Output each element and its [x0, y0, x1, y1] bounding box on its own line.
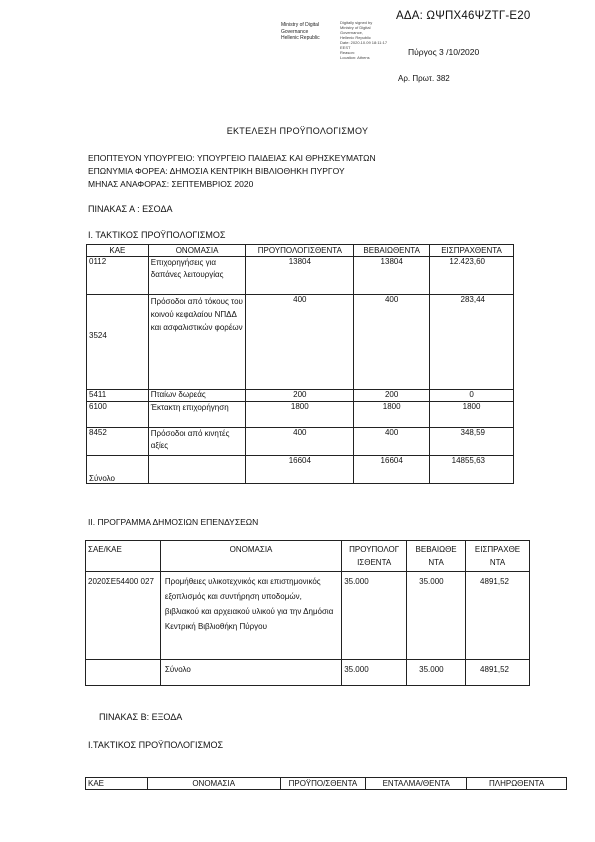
total-label-cell: Σύνολο [87, 456, 149, 484]
total-collected-cell: 14855,63 [430, 456, 514, 484]
signature-detail-line: Hellenic Republic [340, 35, 371, 40]
supervising-ministry: ΕΠΟΠΤΕΥΟΝ ΥΠΟΥΡΓΕΙΟ: ΥΠΟΥΡΓΕΙΟ ΠΑΙΔΕΙΑΣ ΚΑΙ ΘΡΗΣΚΕΥΜΑΤΩΝ [88, 153, 376, 163]
certified-cell: 1800 [354, 402, 430, 428]
total-budgeted-cell: 35.000 [342, 660, 407, 686]
section-1-title: Ι. ΤΑΚΤΙΚΟΣ ΠΡΟΫΠΟΛΟΓΙΣΜΟΣ [88, 230, 226, 240]
table-a-title: ΠΙΝΑΚΑΣ Α : ΕΣΟΔΑ [88, 204, 173, 214]
column-header: ΟΝΟΜΑΣΙΑ [160, 541, 341, 572]
signature-detail-line: Governance, [340, 30, 363, 35]
table-header-row [86, 778, 567, 790]
certified-cell: 13804 [354, 257, 430, 295]
digital-signature-org [281, 22, 341, 42]
column-header: ΟΝΟΜΑΣΙΑ [148, 245, 246, 257]
table-total-row [87, 456, 514, 484]
table-row [87, 295, 514, 390]
certified-cell: 400 [354, 295, 430, 390]
name-cell: Προμήθειες υλικοτεχνικός και επιστημονικός εξοπλισμός και συντήρηση υποδομών, βιβλιακού και αρχειακού υλικού για την Δημόσια Κεντρική Βιβλιοθήκη Πύργου [160, 572, 341, 660]
reference-month: ΜΗΝΑΣ ΑΝΑΦΟΡΑΣ: ΣΕΠΤΕΜΒΡΙΟΣ 2020 [88, 179, 254, 189]
certified-cell: 200 [354, 390, 430, 402]
kae-cell: 8452 [87, 428, 149, 456]
digital-signature-details [340, 20, 412, 60]
column-header: ΒΕΒΑΙΩΘΕ ΝΤΑ [407, 541, 466, 572]
document-title: ΕΚΤΕΛΕΣΗ ΠΡΟΫΠΟΛΟΓΙΣΜΟΥ [226, 126, 369, 136]
total-certified-cell: 16604 [354, 456, 430, 484]
signature-org-line: Ministry of Digital [281, 22, 320, 28]
column-header: ΚΑΕ [87, 245, 149, 257]
certified-cell: 35.000 [407, 572, 466, 660]
column-header: ΕΙΣΠΡΑΧΘΕ ΝΤΑ [466, 541, 530, 572]
column-header: ΠΡΟΥΠΟΛΟΓΙΣΘΕΝΤΑ [246, 245, 354, 257]
collected-cell: 348,59 [430, 428, 514, 456]
investment-table [85, 540, 530, 686]
section-2-title: ΙΙ. ΠΡΟΓΡΑΜΜΑ ΔΗΜΟΣΙΩΝ ΕΠΕΝΔΥΣΕΩΝ [88, 517, 259, 527]
column-header: ΠΡΟΫΠΟ/ΣΘΕΝΤΑ [280, 778, 366, 790]
total-label-cell: Σύνολο [160, 660, 341, 686]
signature-detail-line: Digitally signed by [340, 20, 373, 25]
code-cell: 2020ΣΕ54400 027 [86, 572, 161, 660]
table-b-title: ΠΙΝΑΚΑΣ Β: ΕΞΟΔΑ [99, 712, 183, 722]
empty-cell [148, 456, 246, 484]
kae-cell: 0112 [87, 257, 149, 295]
column-header: ΚΑΕ [86, 778, 148, 790]
signature-detail-line: Ministry of Digital [340, 25, 371, 30]
signature-detail-line: Reason: [340, 50, 355, 55]
collected-cell: 0 [430, 390, 514, 402]
column-header: ΒΕΒΑΙΩΘΕΝΤΑ [354, 245, 430, 257]
kae-cell: 6100 [87, 402, 149, 428]
table-row [87, 402, 514, 428]
budgeted-cell: 13804 [246, 257, 354, 295]
name-cell: Πρόσοδοι από κινητές αξίες [148, 428, 246, 456]
kae-cell [87, 295, 149, 390]
column-header: ΠΡΟΥΠΟΛΟΓ ΙΣΘΕΝΤΑ [342, 541, 407, 572]
budgeted-cell: 35.000 [342, 572, 407, 660]
ada-code: ΑΔΑ: ΩΨΠΧ46ΨΖΤΓ-Ε20 [396, 10, 531, 22]
table-row [86, 572, 530, 660]
budgeted-cell: 400 [246, 428, 354, 456]
name-cell: Επιχορηγήσεις για δαπάνες λειτουργίας [148, 257, 246, 295]
budgeted-cell: 400 [246, 295, 354, 390]
name-cell: Πταίων δωρεάς [148, 390, 246, 402]
place-date: Πύργος 3 /10/2020 [408, 47, 480, 57]
total-certified-cell: 35.000 [407, 660, 466, 686]
expense-table [85, 777, 567, 790]
name-cell: Έκτακτη επιχορήγηση [148, 402, 246, 428]
budgeted-cell: 1800 [246, 402, 354, 428]
column-header: ΠΛΗΡΩΘΕΝΤΑ [467, 778, 567, 790]
section-3-title: Ι.ΤΑΚΤΙΚΟΣ ΠΡΟΫΠΟΛΟΓΙΣΜΟΣ [88, 740, 224, 750]
table-row [87, 428, 514, 456]
collected-cell: 12.423,60 [430, 257, 514, 295]
column-header: ΕΙΣΠΡΑΧΘΕΝΤΑ [430, 245, 514, 257]
total-budgeted-cell: 16604 [246, 456, 354, 484]
table-total-row [86, 660, 530, 686]
document-header-info [88, 152, 376, 191]
revenue-table [86, 244, 514, 484]
table-row [87, 390, 514, 402]
certified-cell: 400 [354, 428, 430, 456]
table-header-row [87, 245, 514, 257]
collected-cell: 1800 [430, 402, 514, 428]
kae-cell: 5411 [87, 390, 149, 402]
column-header: ΟΝΟΜΑΣΙΑ [147, 778, 280, 790]
kae-value: 3524 [89, 330, 107, 340]
total-collected-cell: 4891,52 [466, 660, 530, 686]
entity-name: ΕΠΩΝΥΜΙΑ ΦΟΡΕΑ: ΔΗΜΟΣΙΑ ΚΕΝΤΡΙΚΗ ΒΙΒΛΙΟΘΗΚΗ ΠΥΡΓΟΥ [88, 166, 345, 176]
name-cell: Πρόσοδοι από τόκους του κοινού κεφαλαίου ΝΠΔΔ και ασφαλιστικών φορέων [148, 295, 246, 390]
column-header: ΣΑΕ/ΚΑΕ [86, 541, 161, 572]
signature-detail-line: Date: 2020.10.09 18:11:17 [340, 40, 388, 45]
signature-org-line: Governance [281, 28, 309, 35]
budgeted-cell: 200 [246, 390, 354, 402]
collected-cell: 4891,52 [466, 572, 530, 660]
signature-org-line: Hellenic Republic [281, 35, 320, 41]
table-header-row [86, 541, 530, 572]
signature-detail-line: EEST [340, 45, 351, 50]
table-row [87, 257, 514, 295]
signature-detail-line: Location: Athens [340, 55, 370, 60]
column-header: ΕΝΤΑΛΜΑ/ΘΕΝΤΑ [366, 778, 467, 790]
collected-cell: 283,44 [430, 295, 514, 390]
empty-cell [86, 660, 161, 686]
protocol-number: Αρ. Πρωτ. 382 [398, 74, 450, 83]
